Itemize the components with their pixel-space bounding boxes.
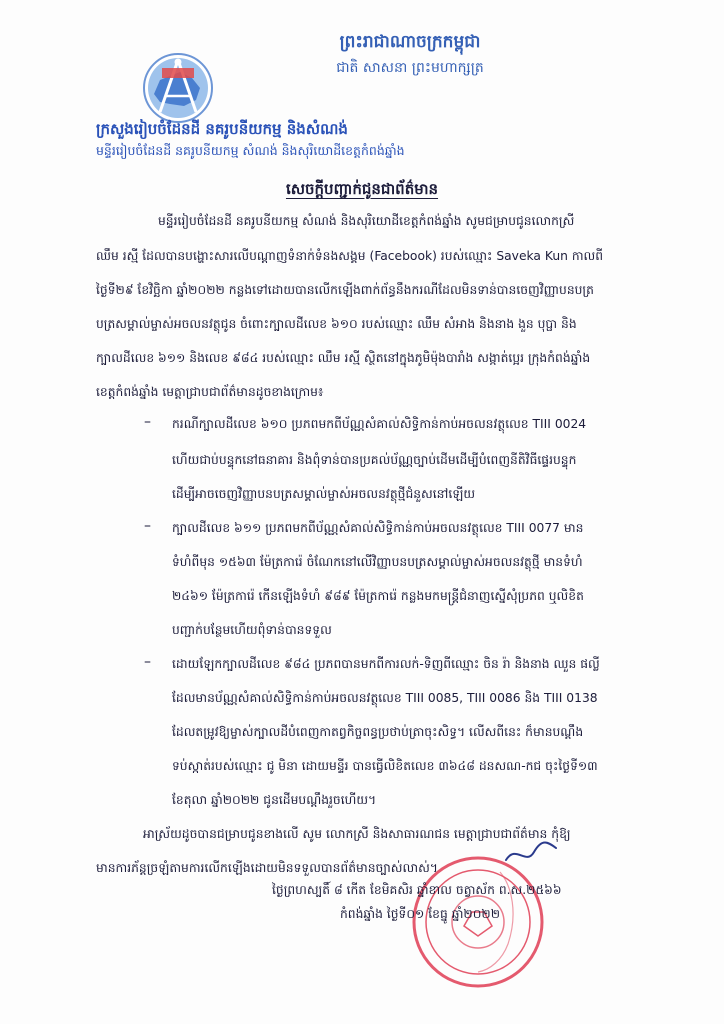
- national-motto: ជាតិ សាសនា ព្រះមហាក្សត្រ: [336, 60, 484, 76]
- bullet-line: ទប់ស្កាត់របស់ឈ្មោះ ជូ មិនា ដោយមន្ទីរ បានធ្វើលិខិតលេខ ៣៦៤៨ ដនសណ-កជ ចុះថ្ងៃទី១៣: [172, 759, 598, 773]
- kingdom-title: ព្រះរាជាណាចក្រកម្ពុជា: [339, 32, 481, 52]
- bullet-dash: –: [144, 518, 151, 534]
- department-name: មន្ទីររៀបចំដែនដី នគរូបនីយកម្ម សំណង់ និងសុរិយោដីខេត្តកំពង់ឆ្នាំង: [96, 143, 405, 158]
- intro-line: ថ្ងៃទី២៩ ខែវិច្ឆិកា ឆ្នាំ២០២២ កន្លងទៅដោយបានលើកឡើងពាក់ព័ន្ធនឹងករណីដែលមិនទាន់បានចេញវិញ្ញាបនបត្រ: [96, 283, 594, 297]
- bullet-line: ទំហំពីមុន ១៥៦៣ ម៉ែត្រការ៉េ ចំណែកនៅលើវិញ្ញាបនបត្រសម្គាល់ម្ចាស់អចលនវត្ថុថ្មី មានទំហំ: [172, 555, 583, 569]
- ministry-logo: [140, 50, 216, 126]
- bullet-line: ករណីក្បាលដីលេខ ៦១០ ប្រភពមកពីប័ណ្ណសំគាល់សិទ្ធិកាន់កាប់អចលនវត្ថុលេខ TIII 0024: [172, 417, 587, 431]
- bullet-line: ដែលមានប័ណ្ណសំគាល់សិទ្ធិកាន់កាប់អចលនវត្ថុលេខ TIII 0085, TIII 0086 និង TIII 0138: [172, 691, 598, 705]
- document-title: សេចក្ដីបញ្ជាក់ជូនជាព័ត៌មាន: [285, 180, 439, 198]
- bullet-line: ដោយឡែកក្បាលដីលេខ ៩៨៤ ប្រភពបានមកពីការលក់-ទិញពីឈ្មោះ ចិន រ៉ា និងនាង ឈួន ផល្លី: [172, 657, 600, 671]
- lunar-date: ថ្ងៃព្រហស្បតិ៍ ៨ កើត ខែមិគសិរ ឆ្នាំខាល ចត្វាស័ក ព.ស.២៥៦៦: [272, 883, 562, 897]
- bullet-line: ២៤៦១ ម៉ែត្រការ៉េ កើនឡើងទំហំ ៩៨៩ ម៉ែត្រការ៉េ កន្លងមកមន្រ្តីជំនាញស្នើសុំប្រភព ឬលិខិត: [172, 589, 584, 603]
- bullet-dash: –: [144, 654, 151, 670]
- bullet-line: ដែលតម្រូវឱ្យម្ចាស់ក្បាលដីបំពេញកាតព្វកិច្ចពន្ធប្រថាប់ត្រាចុះសិទ្ធ។ លើសពីនេះ ក៏មានបណ្តឹង: [172, 725, 584, 739]
- handwritten-signature: [500, 838, 560, 868]
- bullet-line: ដើម្បីអាចចេញវិញ្ញាបនបត្រសម្គាល់ម្ចាស់អចលនវត្ថុថ្មីជំនួសនៅឡើយ: [172, 487, 476, 501]
- bullet-line: បញ្ជាក់បន្ថែមហើយពុំទាន់បានទទួល: [172, 623, 332, 637]
- closing-line: មានការភ័ន្តច្រឡំតាមការលើកឡើងដោយមិនទទួលបានព័ត៌មានច្បាស់លាស់។: [96, 861, 438, 875]
- intro-line: បត្រសម្គាល់ម្ចាស់អចលនវត្ថុជូន ចំពោះក្បាលដីលេខ ៦១០ របស់ឈ្មោះ ឈឹម សំអាង និងនាង ងួន បុប្ផា និង: [96, 317, 577, 331]
- intro-line: ក្បាលដីលេខ ៦១១ និងលេខ ៩៨៤ របស់ឈ្មោះ ឈឹម រស្មី ស្ថិតនៅក្នុងភូមិម៉ុងបារាំង សង្កាត់ប្អេរ ក្រុងកំពង់ឆ្នាំង: [96, 351, 591, 365]
- bullet-dash: –: [144, 414, 151, 430]
- closing-line: អាស្រ័យដូចបានជម្រាបជូនខាងលើ សូម លោកស្រី និងសាធារណជន មេត្តាជ្រាបជាព័ត៌មាន កុំឱ្យ: [143, 827, 571, 841]
- intro-line: មន្ទីររៀបចំដែនដី នគរូបនីយកម្ម សំណង់ និងសុរិយោដីខេត្តកំពង់ឆ្នាំង សូមជម្រាបជូនលោកស្រី: [158, 214, 575, 228]
- bullet-line: ខែតុលា ឆ្នាំ២០២២ ជូនដើមបណ្ដឹងរួចហើយ។: [172, 793, 377, 807]
- official-seal-stamp: [408, 852, 548, 992]
- intro-line: ខេត្តកំពង់ឆ្នាំង មេត្តាជ្រាបជាព័ត៌មានដូចខាងក្រោម៖: [96, 385, 324, 399]
- ministry-name: ក្រសួងរៀបចំដែនដី នគរូបនីយកម្ម និងសំណង់: [96, 120, 348, 138]
- intro-line: ឈឹម រស្មី ដែលបានបង្ហោះសារលើបណ្តាញទំនាក់ទំនងសង្គម (Facebook) របស់ឈ្មោះ Saveka Kun កាលពី: [96, 249, 604, 263]
- bullet-line: ក្បាលដីលេខ ៦១១ ប្រភពមកពីប័ណ្ណសំគាល់សិទ្ធិកាន់កាប់អចលនវត្ថុលេខ TIII 0077 មាន: [172, 521, 584, 535]
- solar-date: កំពង់ឆ្នាំង ថ្ងៃទី០១ ខែធ្នូ ឆ្នាំ២០២២: [340, 907, 501, 921]
- bullet-line: ហើយជាប់បន្ទុកនៅធនាគារ និងពុំទាន់បានប្រគល់ប័ណ្ណច្បាប់ដើមដើម្បីបំពេញនីតិវិធីផ្ទេរបន្ទុក: [172, 453, 577, 467]
